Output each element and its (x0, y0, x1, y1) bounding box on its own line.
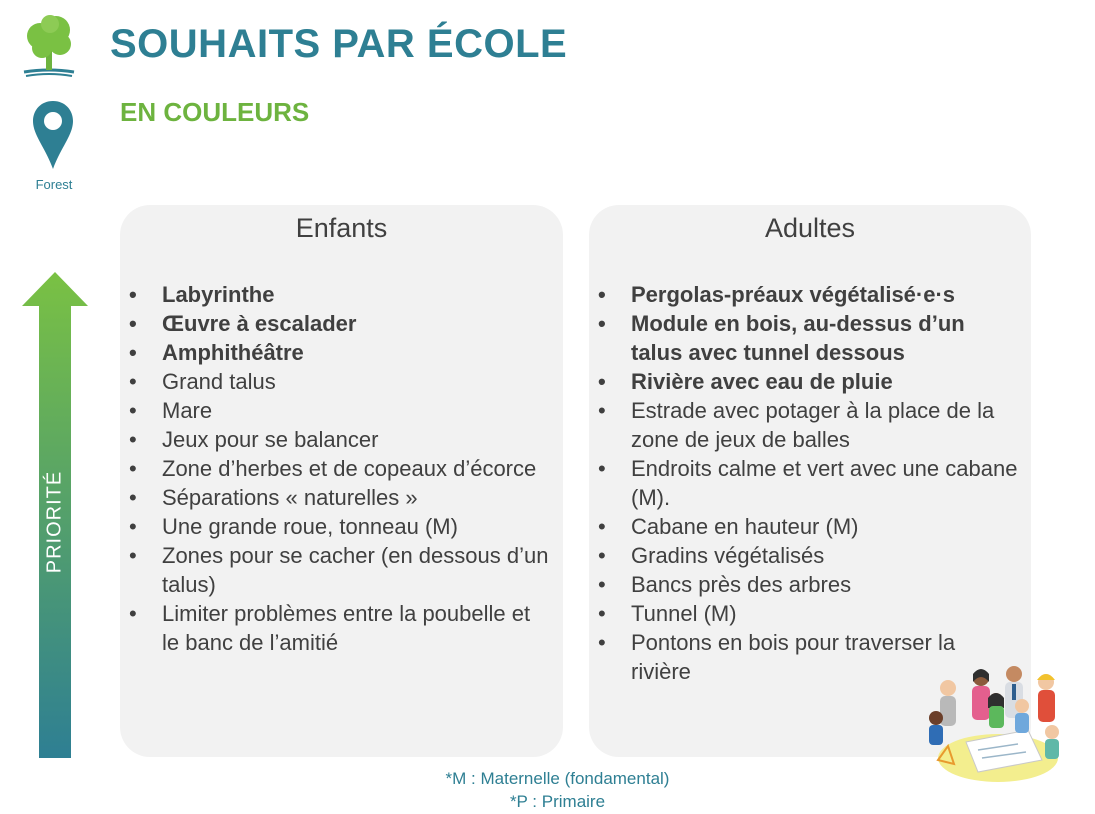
list-item: • Module en bois, au-dessus d’un talus avec tunnel dessous (631, 309, 1021, 367)
list-item: • Mare (162, 396, 553, 425)
list-item: • Jeux pour se balancer (162, 425, 553, 454)
list-item: • Bancs près des arbres (631, 570, 1021, 599)
list-item: • Pontons en bois pour traverser la rivière (631, 628, 1021, 686)
list-item: • Endroits calme et vert avec une cabane (M). (631, 454, 1021, 512)
list-item: • Limiter problèmes entre la poubelle et le banc de l’amitié (162, 599, 553, 657)
panel-title-enfants: Enfants (295, 213, 388, 243)
list-item: • Séparations « naturelles » (162, 483, 553, 512)
list-item: • Estrade avec potager à la place de la zone de jeux de balles (631, 396, 1021, 454)
wish-list-adultes (589, 280, 1021, 686)
footnote-primaire: *P : Primaire (509, 792, 606, 811)
location-label: Forest (35, 177, 73, 192)
list-item: • Œuvre à escalader (162, 309, 553, 338)
footnote-maternelle: *M : Maternelle (fondamental) (445, 769, 670, 788)
list-item: • Grand talus (162, 367, 553, 396)
panel-enfants (120, 205, 563, 757)
list-item: • Labyrinthe (162, 280, 553, 309)
priority-label: PRIORITÉ (43, 470, 66, 574)
list-item: • Zones pour se cacher (en dessous d’un talus) (162, 541, 553, 599)
list-item: • Gradins végétalisés (631, 541, 1021, 570)
map-pin-icon (31, 99, 75, 171)
tree-logo-icon (20, 12, 78, 78)
page-subtitle: EN COULEURS (120, 97, 310, 127)
list-item: • Cabane en hauteur (M) (631, 512, 1021, 541)
list-item: • Amphithéâtre (162, 338, 553, 367)
list-item: • Une grande roue, tonneau (M) (162, 512, 553, 541)
list-item: • Rivière avec eau de pluie (631, 367, 1021, 396)
wish-list-enfants (120, 280, 553, 657)
list-item: • Tunnel (M) (631, 599, 1021, 628)
page-title: SOUHAITS PAR ÉCOLE (110, 22, 568, 66)
list-item: • Zone d’herbes et de copeaux d’écorce (162, 454, 553, 483)
panel-title-adultes: Adultes (764, 213, 856, 243)
list-item: • Pergolas-préaux végétalisé·e·s (631, 280, 1021, 309)
people-group-illustration (918, 660, 1070, 785)
